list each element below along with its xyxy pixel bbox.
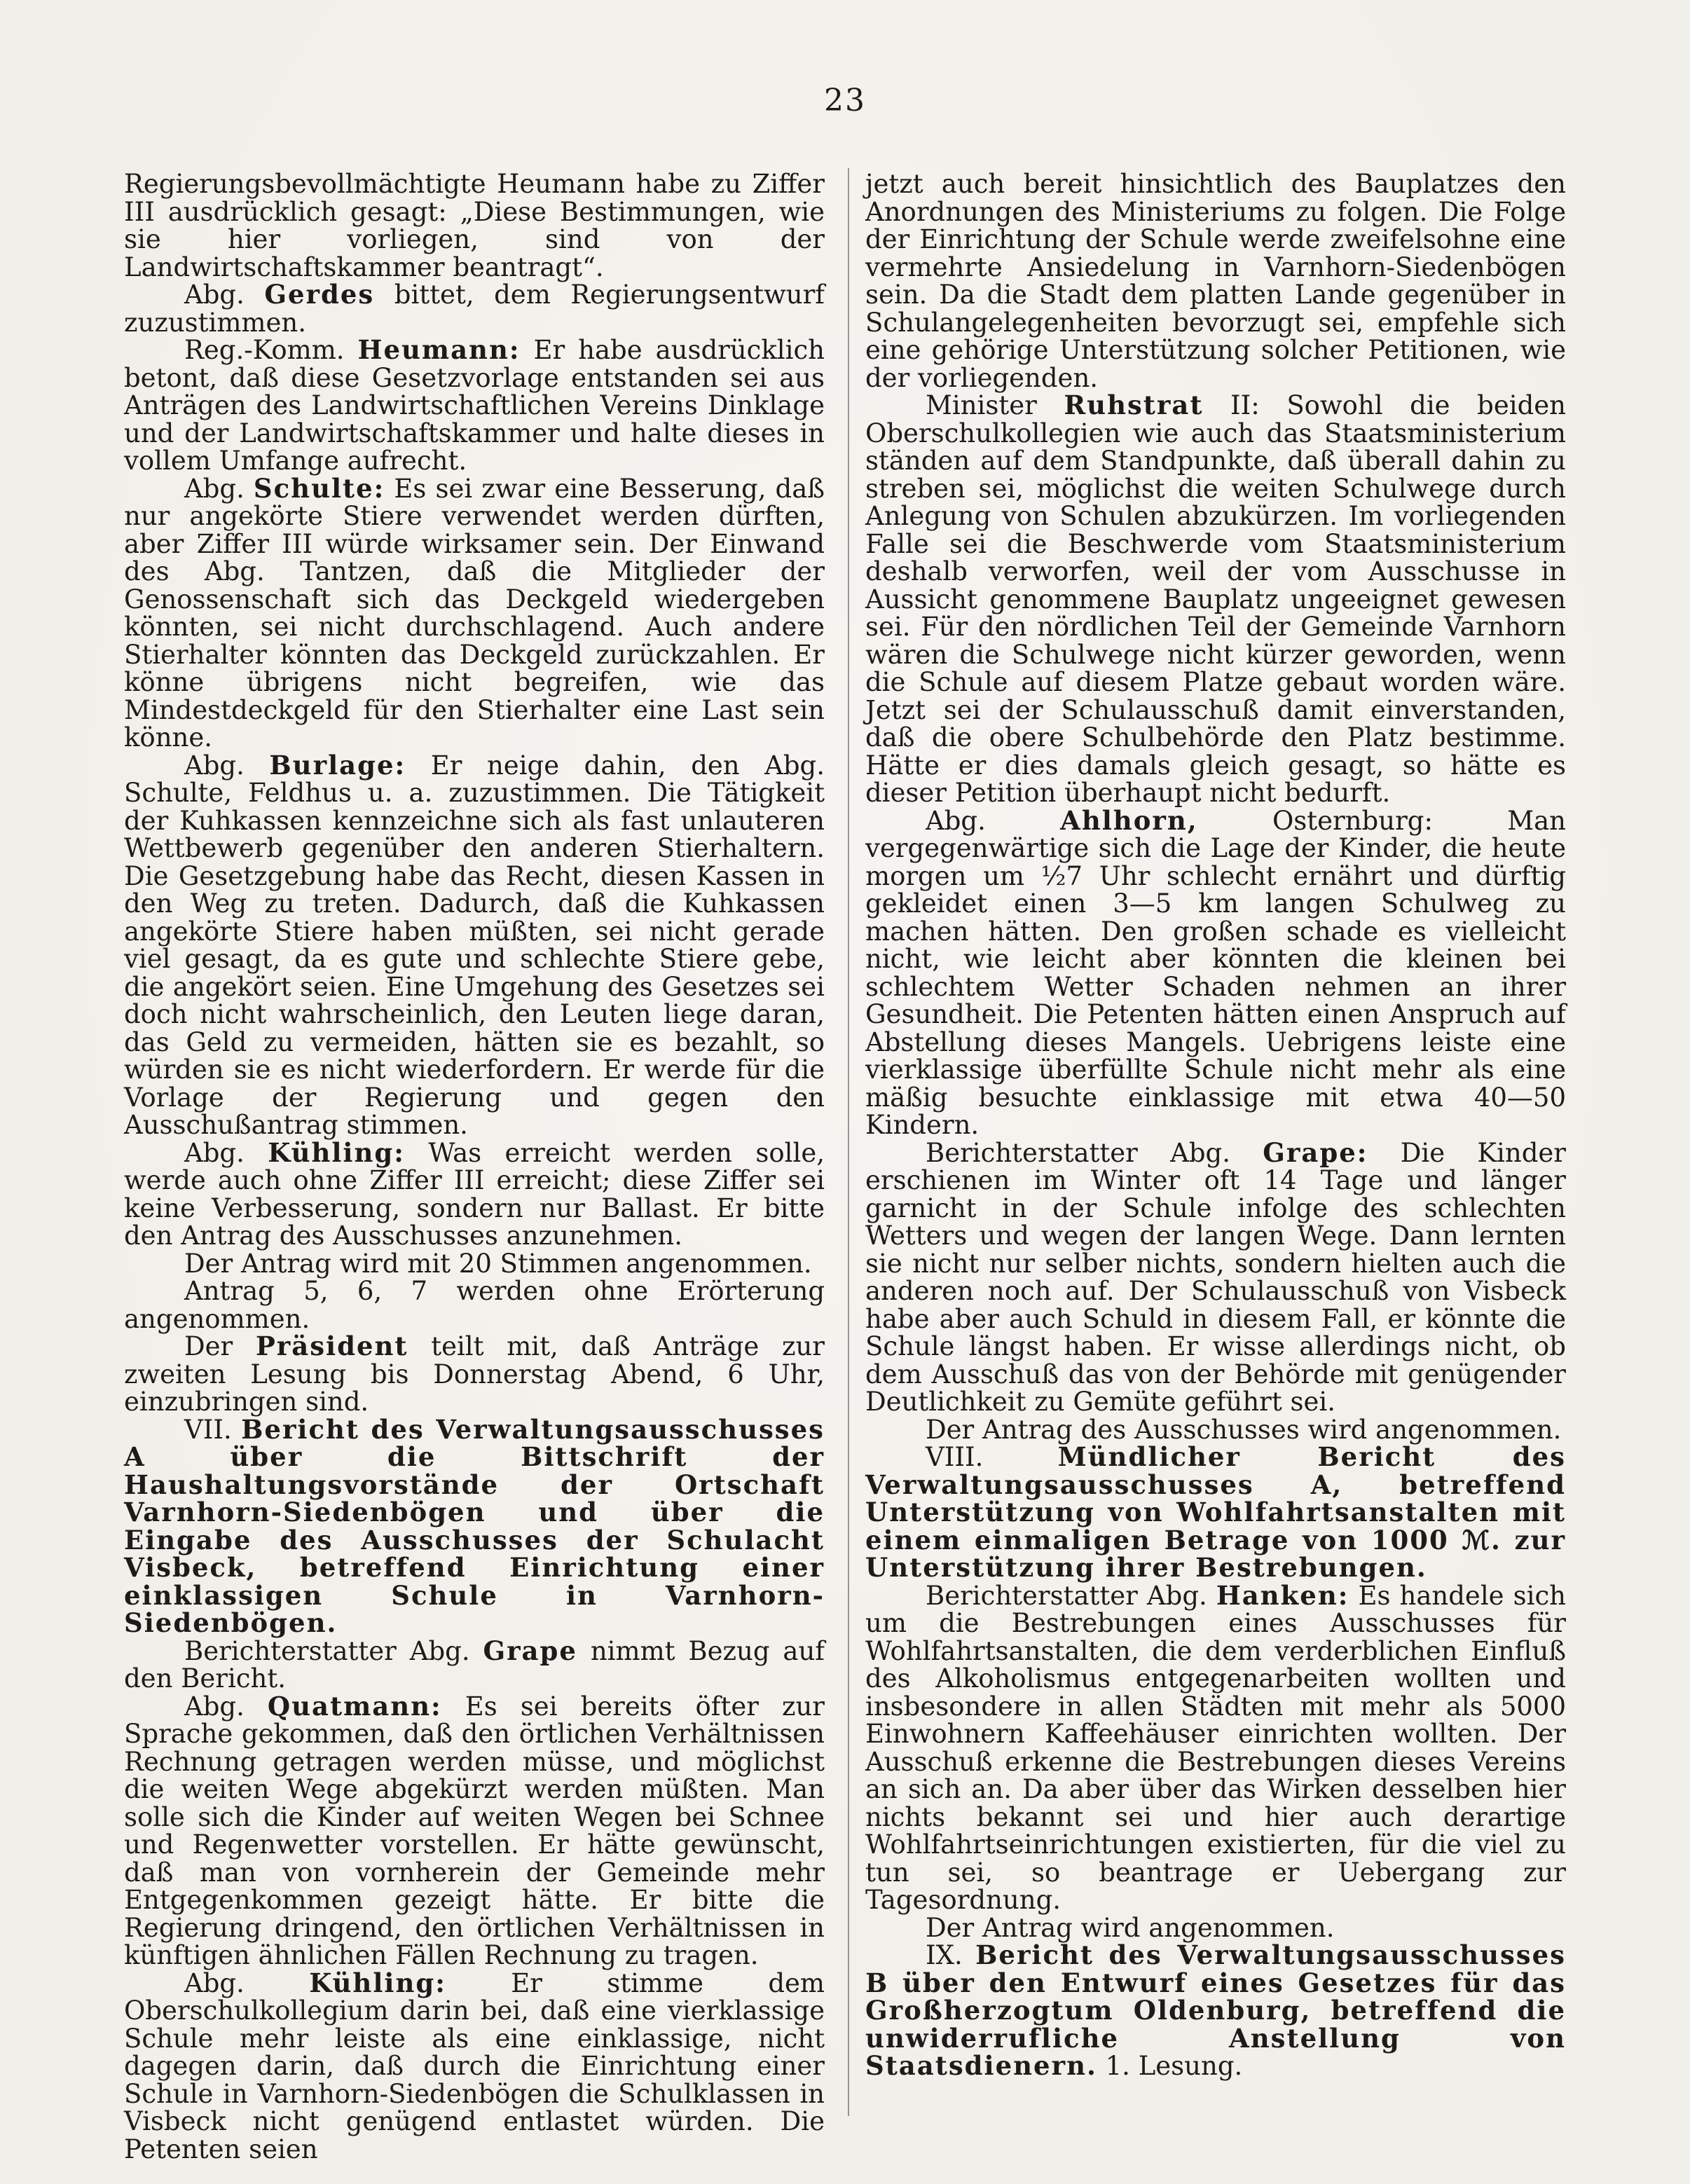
paragraph xyxy=(865,170,1566,392)
speaker-name: Mündlicher Bericht des Verwaltungsausschusses A, betreffend Unterstützung von Wohlfahrtsanstalten mit einem einmaligen Betrage von 1000 ℳ. zur Unterstützung ihrer Bestrebungen. xyxy=(865,1441,1567,1583)
paragraph xyxy=(124,170,825,281)
paragraph xyxy=(124,1967,825,2164)
paragraph xyxy=(124,336,825,475)
speaker-name: Bericht des Verwaltungsausschusses A über die Bittschrift der Haushaltungsvorstände der Ortschaft Varnhorn-Siedenbögen und über die Eingabe des Ausschusses der Schulacht Visbeck, betreffend Einrichtung einer einklassigen Schule in Varnhorn-Siedenbögen. xyxy=(124,1413,825,1638)
paragraph-text: jetzt auch bereit hinsichtlich des Bauplatzes den Anordnungen des Ministeriums zu folgen. Die Folge der Einrichtung der Schule werde zweifelsohne eine vermehrte Ansiedelung in Varnhorn-Siedenbögen sein. Da die Stadt dem platten Lande gegenüber in Schulangelegenheiten bevorzugt sei, empfehle sich eine gehörige Unterstützung solcher Petitionen, wie der vorliegenden. xyxy=(865,169,1566,393)
paragraph-text: Abg. xyxy=(184,473,254,504)
paragraph-text: Regierungsbevollmächtigte Heumann habe zu Ziffer III ausdrücklich gesagt: „Diese Bestimmungen, wie sie hier vorliegen, sind von der Landwirtschaftskammer beantragt“. xyxy=(124,169,825,282)
paragraph-text: Abg. xyxy=(184,1137,268,1168)
paragraph-text: nimmt Bezug auf den Bericht. xyxy=(124,1635,825,1694)
paragraph-text: Abg. xyxy=(184,1691,268,1722)
paragraph xyxy=(124,749,825,1140)
paragraph xyxy=(865,1136,1566,1417)
paragraph-text: Der Antrag wird mit 20 Stimmen angenommen. xyxy=(184,1248,812,1279)
paragraph-text: Der Antrag wird angenommen. xyxy=(926,1912,1335,1943)
page-number: 23 xyxy=(824,83,866,118)
paragraph-text: Abg. xyxy=(184,1967,310,1998)
paragraph-text: Es handele sich um die Bestrebungen eines Ausschusses für Wohlfahrtsanstalten, die dem verderblichen Einfluß des Alkoholismus entgegenarbeiten wollten und insbesondere in allen Städten mit mehr als 5000 Einwohnern Kaffeehäuser einrichten wollten. Der Ausschuß erkenne die Bestrebungen dieses Vereins an sich an. Da aber über das Wirken desselben hier nichts bekannt sei und hier auch derartige Wohlfahrtseinrichtungen existierten, für die viel zu tun sei, so beantrage er Uebergang zur Tagesordnung. xyxy=(865,1580,1566,1915)
paragraph-text: VIII. xyxy=(926,1442,1058,1472)
paragraph xyxy=(124,1333,825,1416)
speaker-name: Hanken: xyxy=(1216,1579,1349,1611)
paragraph-text: Er stimme dem Oberschulkollegium darin bei, daß eine vierklassige Schule mehr leiste als eine einklassige, nicht dagegen darin, daß durch die Einrichtung einer Schule in Varnhorn-Siedenbögen die Schulklassen in Visbeck nicht genügend entlastet würden. Die Petenten seien xyxy=(124,1967,825,2164)
paragraph-text: Abg. xyxy=(184,750,270,781)
paragraph xyxy=(124,1637,825,1693)
paragraph xyxy=(865,1939,1567,2081)
paragraph-text: IX. xyxy=(926,1940,976,1970)
paragraph xyxy=(124,1277,825,1333)
speaker-name: Schulte: xyxy=(253,472,385,504)
speaker-name: Ahlhorn, xyxy=(1060,804,1198,836)
paragraph-text: Der Antrag des Ausschusses wird angenommen. xyxy=(926,1414,1562,1445)
left-column xyxy=(124,170,825,2163)
speaker-name: Präsident xyxy=(255,1331,408,1361)
speaker-name: Kühling: xyxy=(309,1967,446,1998)
speaker-name: Grape: xyxy=(1263,1136,1368,1168)
paragraph-text: Was erreicht werden solle, werde auch ohne Ziffer III erreicht; diese Ziffer sei keine Verbesserung, sondern nur Ballast. Er bitte den Antrag des Ausschusses anzunehmen. xyxy=(124,1137,825,1251)
paragraph xyxy=(865,804,1566,1140)
paragraph-text: 1. Lesung. xyxy=(1097,2051,1243,2081)
paragraph-text: Es sei zwar eine Besserung, daß nur angekörte Stiere verwendet werden dürften, aber Ziffer III würde wirksamer sein. Der Einwand des Abg. Tantzen, daß die Mitglieder der Genossenschaft sich das Deckgeld wiedergeben könnten, sei nicht durchschlagend. Auch andere Stierhalter könnten das Deckgeld zurückzahlen. Er könne übrigens nicht begreifen, wie das Mindestdeckgeld für den Stierhalter eine Last sein könne. xyxy=(124,473,825,753)
speaker-name: Grape xyxy=(483,1635,577,1666)
paragraph-text: II: Sowohl die beiden Oberschulkollegien wie auch das Staatsministerium ständen auf dem Standpunkte, daß überall dahin zu streben sei, möglichst die weiten Schulwege durch Anlegung von Schulen abzukürzen. Im vorliegenden Falle sei die Beschwerde vom Staatsministerium deshalb verworfen, weil der vom Ausschusse in Aussicht genommene Bauplatz ungeeignet gewesen sei. Für den nördlichen Teil der Gemeinde Varnhorn wären die Schulwege nicht kürzer geworden, wenn die Schule auf diesem Platze gebaut worden wäre. Jetzt sei der Schulausschuß damit einverstanden, daß die obere Schulbehörde den Platz bestimme. Hätte er dies damals gleich gesagt, so hätte es dieser Petition überhaupt nicht bedurft. xyxy=(865,390,1566,808)
paragraph-text: Berichterstatter Abg. xyxy=(926,1137,1263,1168)
speaker-name: Gerdes xyxy=(264,279,375,310)
paragraph-text: Die Kinder erschienen im Winter oft 14 Tage und länger garnicht in der Schule infolge des schlechten Wetters und wegen der langen Wege. Dann lernten sie nicht nur selber nichts, sondern hielten auch die anderen noch auf. Der Schulausschuß von Visbeck habe aber auch Schuld in diesem Fall, er könnte die Schule längst haben. Er wisse allerdings nicht, ob dem Ausschuß das von der Behörde mit genügender Deutlichkeit zu Gemüte geführt sei. xyxy=(865,1137,1566,1417)
paragraph-text: teilt mit, daß Anträge zur zweiten Lesung bis Donnerstag Abend, 6 Uhr, einzubringen sind. xyxy=(124,1331,825,1417)
speaker-name: Kühling: xyxy=(268,1136,405,1168)
paragraph-text: Abg. xyxy=(926,805,1061,836)
speaker-name: Burlage: xyxy=(269,749,406,781)
paragraph-text: Reg.-Komm. xyxy=(184,335,358,365)
paragraph-text: Berichterstatter Abg. xyxy=(184,1635,483,1666)
column-divider xyxy=(848,168,849,2116)
right-column xyxy=(865,170,1566,2080)
speaker-name: Bericht des Verwaltungsausschusses B über den Entwurf eines Gesetzes für das Großherzogtum Oldenburg, betreffend die unwiderrufliche Anstellung von Staatsdienern. xyxy=(865,1939,1567,2081)
paragraph xyxy=(124,472,825,753)
paragraph xyxy=(865,392,1566,807)
paragraph xyxy=(865,1443,1566,1582)
paragraph-text: Abg. xyxy=(184,280,265,310)
paragraph-text: Es sei bereits öfter zur Sprache gekommen, daß den örtlichen Verhältnissen Rechnung getragen werden müsse, und möglichst die weiten Wege abgekürzt werden müßten. Man solle sich die Kinder auf weiten Wegen bei Schnee und Regenwetter vorstellen. Er hätte gewünscht, daß man von vornherein der Gemeinde mehr Entgegenkommen gezeigt hätte. Er bitte die Regierung dringend, den örtlichen Verhältnissen in künftigen ähnlichen Fällen Rechnung zu tragen. xyxy=(124,1691,825,1970)
paragraph xyxy=(124,1136,825,1251)
paragraph-text: Minister xyxy=(926,390,1064,420)
speaker-name: Heumann: xyxy=(357,334,521,365)
paragraph xyxy=(124,1413,825,1638)
paragraph xyxy=(124,1690,825,1970)
paragraph-text: Osternburg: Man vergegenwärtige sich die Lage der Kinder, die heute morgen um ½7 Uhr schlecht ernährt und dürftig gekleidet einen 3—5 km langen Schulweg zu machen hätten. Den großen schade es vielleicht nicht, wie leicht aber könnten die kleinen bei schlechtem Wetter Schaden nehmen an ihrer Gesundheit. Die Petenten hätten einen Anspruch auf Abstellung dieses Mangels. Uebrigens leiste eine vierklassige überfüllte Schule nicht mehr als eine mäßig besuchte einklassige mit etwa 40—50 Kindern. xyxy=(865,805,1566,1140)
paragraph xyxy=(865,1416,1566,1444)
paragraph-text: VII. xyxy=(184,1414,242,1445)
paragraph-text: Antrag 5, 6, 7 werden ohne Erörterung angenommen. xyxy=(124,1276,825,1334)
paragraph xyxy=(124,1250,825,1278)
paragraph-text: Er habe ausdrücklich betont, daß diese Gesetzvorlage entstanden sei aus Anträgen des Landwirtschaftlichen Vereins Dinklage und der Landwirtschaftskammer und halte dieses in vollem Umfange aufrecht. xyxy=(124,335,825,476)
paragraph xyxy=(865,1579,1566,1915)
speaker-name: Quatmann: xyxy=(267,1690,442,1722)
paragraph-text: bittet, dem Regierungsentwurf zuzustimmen. xyxy=(124,280,825,338)
paragraph xyxy=(865,1914,1566,1942)
paragraph-text: Er neige dahin, den Abg. Schulte, Feldhus u. a. zuzustimmen. Die Tätigkeit der Kuhkassen kennzeichne sich als fast unlauteren Wettbewerb gegenüber den anderen Stierhaltern. Die Gesetzgebung habe das Recht, diesen Kassen in den Weg zu treten. Dadurch, daß die Kuhkassen angekörte Stiere haben müßten, sei nicht gerade viel gesagt, da es gute und schlechte Stiere gebe, die angekört seien. Eine Umgehung des Gesetzes sei doch nicht wahrscheinlich, den Leuten liege daran, das Geld zu vermeiden, hätten sie es bezahlt, so würden sie es nicht wiederfordern. Er werde für die Vorlage der Regierung und gegen den Ausschußantrag stimmen. xyxy=(124,750,825,1140)
paragraph xyxy=(124,281,825,336)
paragraph-text: Berichterstatter Abg. xyxy=(926,1580,1216,1611)
speaker-name: Ruhstrat xyxy=(1064,390,1204,420)
paragraph-text: Der xyxy=(184,1331,256,1361)
